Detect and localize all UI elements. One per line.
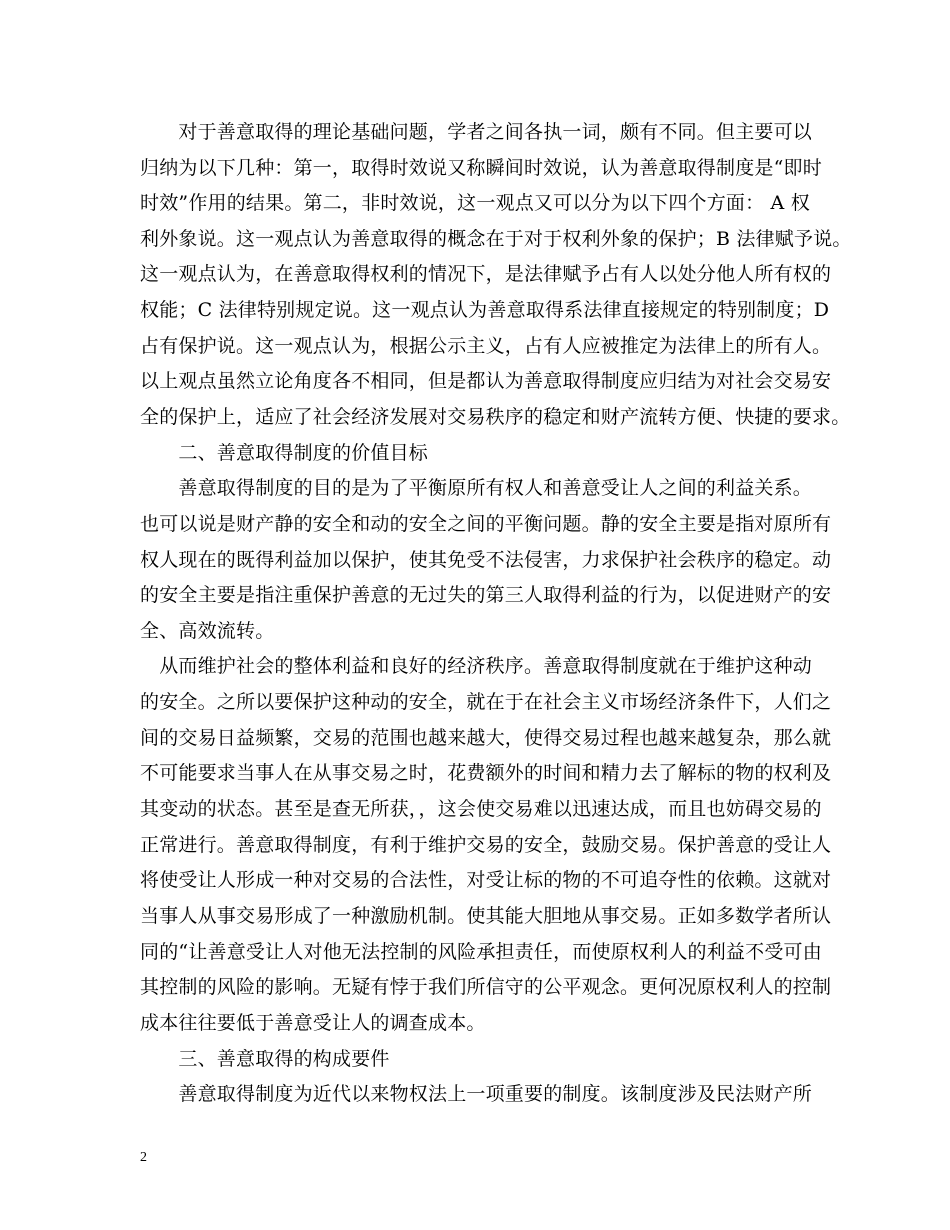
section-heading: 二、善意取得制度的价值目标 — [140, 442, 429, 464]
text-line: 其变动的状态。甚至是查无所获，，这会使交易难以迅速达成，而且也妨碍交易的 — [140, 798, 822, 820]
text-line: 当事人从事交易形成了一种激励机制。使其能大胆地从事交易。正如多数学者所认 — [140, 905, 832, 927]
text-line: 成本往往要低于善意受让人的调查成本。 — [140, 1012, 486, 1034]
text-line: 全的保护上，适应了社会经济发展对交易秩序的稳定和财产流转方便、快捷的要求。 — [140, 406, 851, 428]
text-line: 将使受让人形成一种对交易的合法性，对受让标的物的不可追夺性的依赖。这就对 — [140, 869, 832, 891]
text-line: 善意取得制度的目的是为了平衡原所有权人和善意受让人之间的利益关系。 — [140, 477, 813, 499]
text-line: 正常进行。善意取得制度，有利于维护交易的安全，鼓励交易。保护善意的受让人 — [140, 834, 832, 856]
text-line: 占有保护说。这一观点认为，根据公示主义，占有人应被推定为法律上的所有人。 — [140, 335, 832, 357]
text-line: 不可能要求当事人在从事交易之时，花费额外的时间和精力去了解标的物的权利及 — [140, 762, 832, 784]
text-line: 同的“让善意受让人对他无法控制的风险承担责任，而使原权利人的利益不受可由 — [140, 941, 822, 963]
text-line: 善意取得制度为近代以来物权法上一项重要的制度。该制度涉及民法财产所 — [140, 1083, 813, 1105]
text-line: 间的交易日益频繁，交易的范围也越来越大，使得交易过程也越来越复杂，那么就 — [140, 727, 832, 749]
text-line: 利外象说。这一观点认为善意取得的概念在于对于权利外象的保护；B 法律赋予说。 — [140, 228, 852, 250]
text-line: 全、高效流转。 — [140, 620, 275, 642]
text-line: 这一观点认为，在善意取得权利的情况下，是法律赋予占有人以处分他人所有权的 — [140, 263, 832, 285]
text-line: 归纳为以下几种：第一，取得时效说又称瞬间时效说，认为善意取得制度是“即时 — [140, 157, 822, 179]
page-number: 2 — [140, 1150, 147, 1165]
text-line: 以上观点虽然立论角度各不相同，但是都认为善意取得制度应归结为对社会交易安 — [140, 370, 832, 392]
text-line: 也可以说是财产静的安全和动的安全之间的平衡问题。静的安全主要是指对原所有 — [140, 513, 832, 535]
text-line: 的安全。之所以要保护这种动的安全，就在于在社会主义市场经济条件下，人们之 — [140, 691, 832, 713]
text-line: 对于善意取得的理论基础问题，学者之间各执一词，颇有不同。但主要可以 — [140, 121, 813, 143]
text-line: 其控制的风险的影响。无疑有悖于我们所信守的公平观念。更何况原权利人的控制 — [140, 976, 832, 998]
text-line: 从而维护社会的整体利益和良好的经济秩序。善意取得制度就在于维护这种动 — [140, 655, 813, 677]
text-line: 的安全主要是指注重保护善意的无过失的第三人取得利益的行为，以促进财产的安 — [140, 584, 832, 606]
text-line: 权能；C 法律特别规定说。这一观点认为善意取得系法律直接规定的特别制度；D — [140, 299, 830, 321]
section-heading: 三、善意取得的构成要件 — [140, 1048, 390, 1070]
text-line: 权人现在的既得利益加以保护，使其免受不法侵害，力求保护社会秩序的稳定。动 — [140, 549, 832, 571]
text-line: 时效”作用的结果。第二，非时效说，这一观点又可以分为以下四个方面： A 权 — [140, 192, 810, 214]
